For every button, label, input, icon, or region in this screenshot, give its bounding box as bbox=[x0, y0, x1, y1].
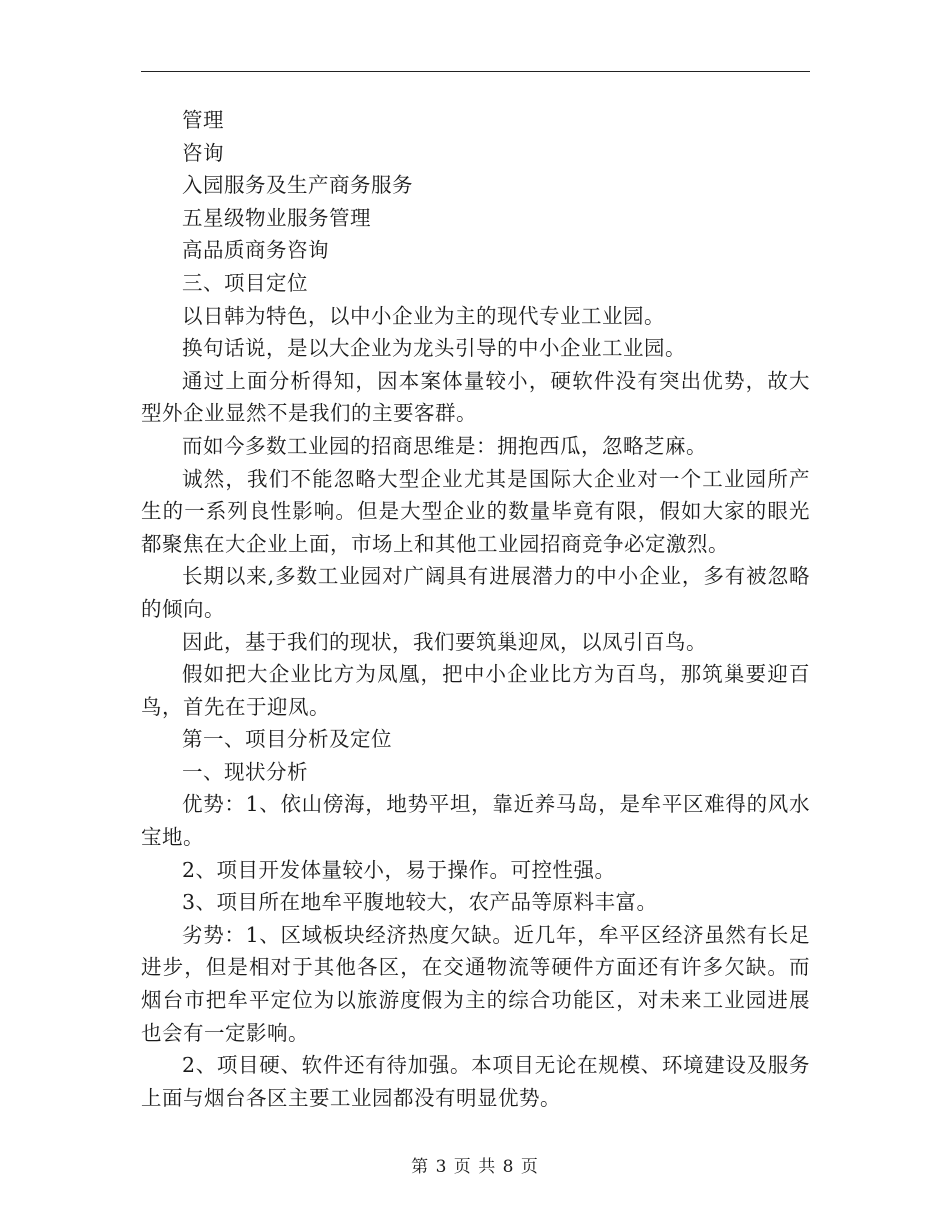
header-rule bbox=[141, 71, 810, 72]
paragraph: 而如今多数工业园的招商思维是：拥抱西瓜，忽略芝麻。 bbox=[182, 433, 707, 458]
paragraph: 长期以来,多数工业园对广阔具有进展潜力的中小企业，多有被忽略的倾向。 bbox=[141, 564, 810, 621]
paragraph: 入园服务及生产商务服务 bbox=[182, 173, 413, 198]
section-heading: 一、现状分析 bbox=[182, 759, 308, 784]
page-number: 第 3 页 共 8 页 bbox=[411, 1157, 539, 1177]
paragraph: 优势：1、依山傍海，地势平坦，靠近养马岛，是牟平区难得的风水宝地。 bbox=[141, 792, 810, 850]
paragraph: 管理 bbox=[182, 108, 224, 132]
paragraph: 通过上面分析得知，因本案体量较小，硬软件没有突出优势，故大型外企业显然不是我们的主要客群。 bbox=[141, 368, 810, 426]
paragraph: 换句话说，是以大企业为龙头引导的中小企业工业园。 bbox=[182, 336, 686, 361]
paragraph: 2、项目开发体量较小，易于操作。可控性强。 bbox=[182, 857, 616, 882]
paragraph: 高品质商务咨询 bbox=[182, 238, 329, 263]
document-body bbox=[141, 104, 810, 1114]
paragraph: 以日韩为特色，以中小企业为主的现代专业工业园。 bbox=[182, 303, 665, 328]
paragraph: 3、项目所在地牟平腹地较大，农产品等原料丰富。 bbox=[182, 890, 658, 915]
paragraph: 劣势：1、区域板块经济热度欠缺。近几年，牟平区经济虽然有长足进步，但是相对于其他各区，在交通物流等硬件方面还有许多欠缺。而烟台市把牟平定位为以旅游度假为主的综合功能区，对未来工业园进展也会有一定影响。 bbox=[141, 922, 810, 1045]
paragraph: 假如把大企业比方为凤凰，把中小企业比方为百鸟，那筑巢要迎百鸟，首先在于迎凤。 bbox=[141, 662, 810, 719]
section-heading: 三、项目定位 bbox=[182, 270, 308, 295]
paragraph: 咨询 bbox=[182, 140, 224, 165]
paragraph: 2、项目硬、软件还有待加强。本项目无论在规模、环境建设及服务上面与烟台各区主要工业园都没有明显优势。 bbox=[141, 1053, 810, 1110]
paragraph: 诚然，我们不能忽略大型企业尤其是国际大企业对一个工业园所产生的一系列良性影响。但是大型企业的数量毕竟有限，假如大家的眼光都聚焦在大企业上面，市场上和其他工业园招商竞争必定激烈。 bbox=[141, 466, 810, 556]
section-heading: 第一、项目分析及定位 bbox=[182, 727, 392, 752]
paragraph: 五星级物业服务管理 bbox=[182, 205, 371, 230]
paragraph: 因此，基于我们的现状，我们要筑巢迎凤，以凤引百鸟。 bbox=[182, 629, 707, 654]
